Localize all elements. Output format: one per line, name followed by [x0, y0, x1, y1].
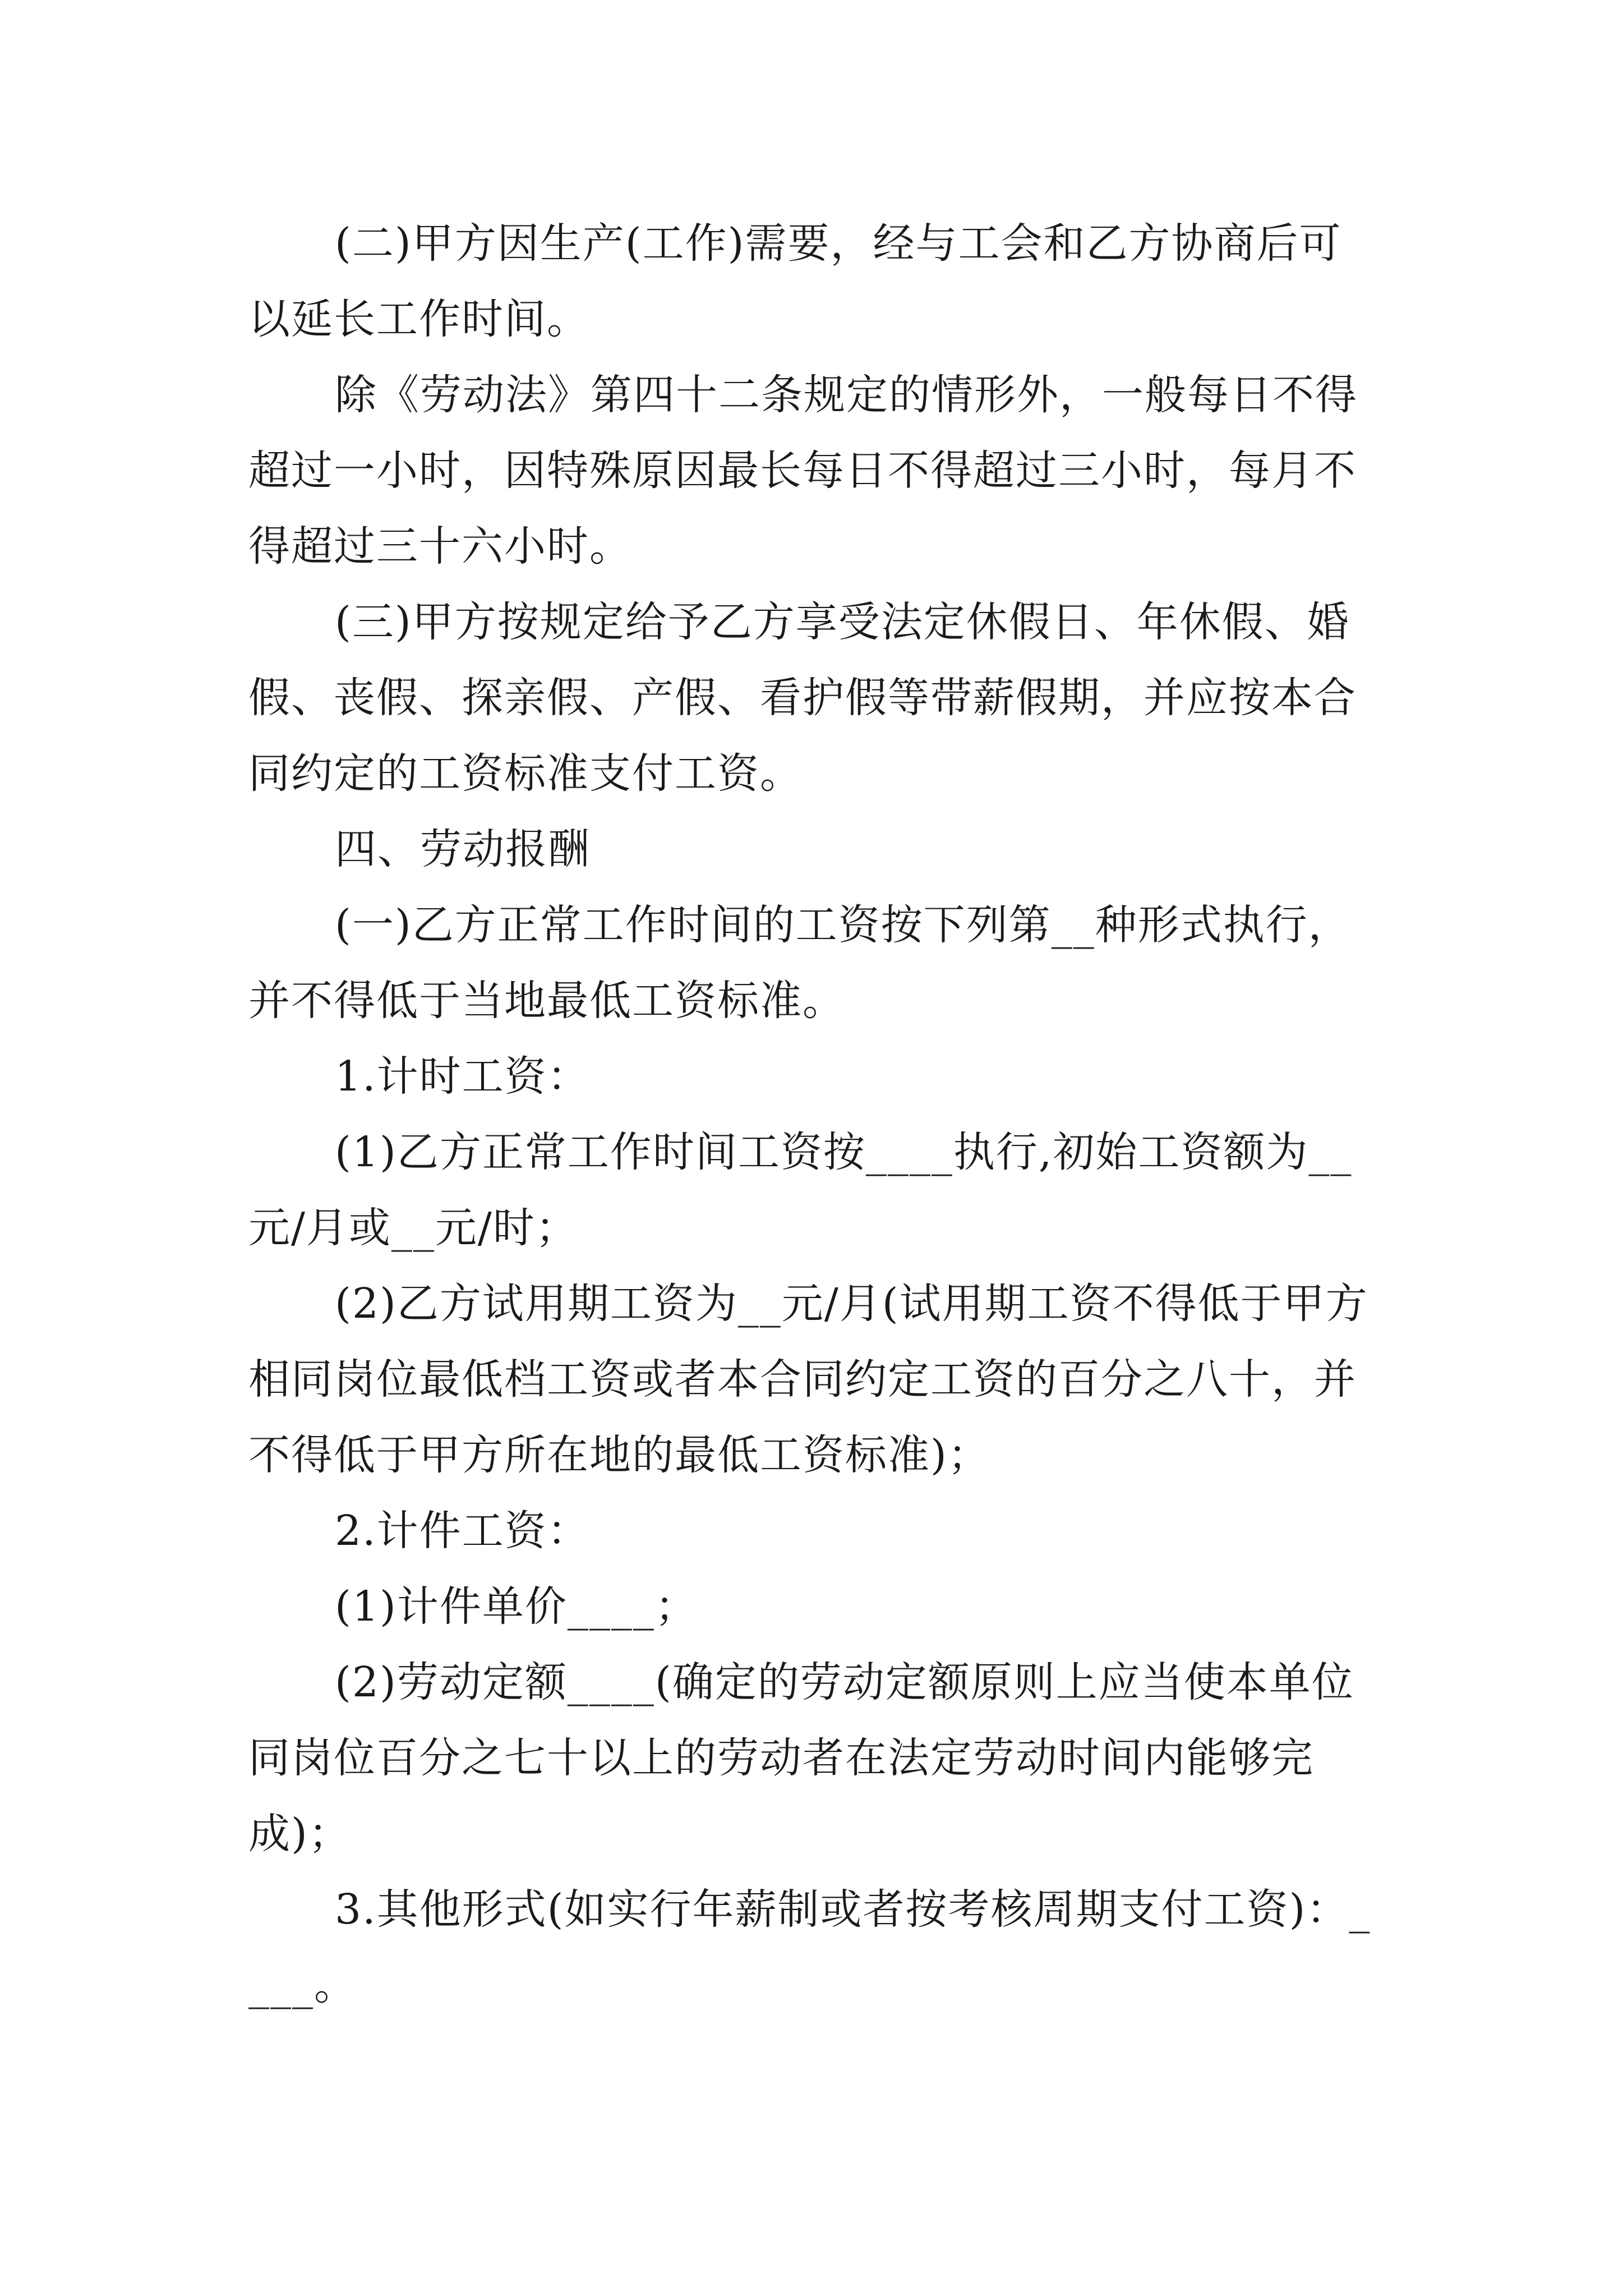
item-time-wage: 1.计时工资： — [335, 1052, 590, 1101]
section-heading-remuneration: 四、劳动报酬 — [335, 825, 591, 873]
item-piece-unit-price: (1)计件单价____； — [335, 1582, 698, 1631]
item-time-wage-standard: (1)乙方正常工作时间工资按____执行,初始工资额为__元/月或__元/时； — [248, 1128, 1353, 1252]
document-body — [248, 206, 1381, 2023]
item-labor-quota: (2)劳动定额____(确定的劳动定额原则上应当使本单位同岗位百分之七十以上的劳动者在法定劳动时间内能够完成)； — [248, 1658, 1354, 1858]
paragraph-paid-leave: (三)甲方按规定给予乙方享受法定休假日、年休假、婚假、丧假、探亲假、产假、看护假等带薪假期，并应按本合同约定的工资标准支付工资。 — [248, 598, 1357, 798]
item-other-forms: 3.其他形式(如实行年薪制或者按考核周期支付工资)：____。 — [248, 1885, 1371, 2009]
paragraph-wage-form: (一)乙方正常工作时间的工资按下列第__种形式执行，并不得低于当地最低工资标准。 — [248, 901, 1351, 1025]
paragraph-overtime-consultation: (二)甲方因生产(工作)需要，经与工会和乙方协商后可以延长工作时间。 — [248, 219, 1342, 343]
paragraph-overtime-limits: 除《劳动法》第四十二条规定的情形外，一般每日不得超过一小时，因特殊原因最长每日不得超过三小时，每月不得超过三十六小时。 — [248, 371, 1358, 570]
item-piece-wage: 2.计件工资： — [335, 1507, 590, 1555]
item-probation-wage: (2)乙方试用期工资为__元/月(试用期工资不得低于甲方相同岗位最低档工资或者本合同约定工资的百分之八十，并不得低于甲方所在地的最低工资标准)； — [248, 1280, 1368, 1479]
